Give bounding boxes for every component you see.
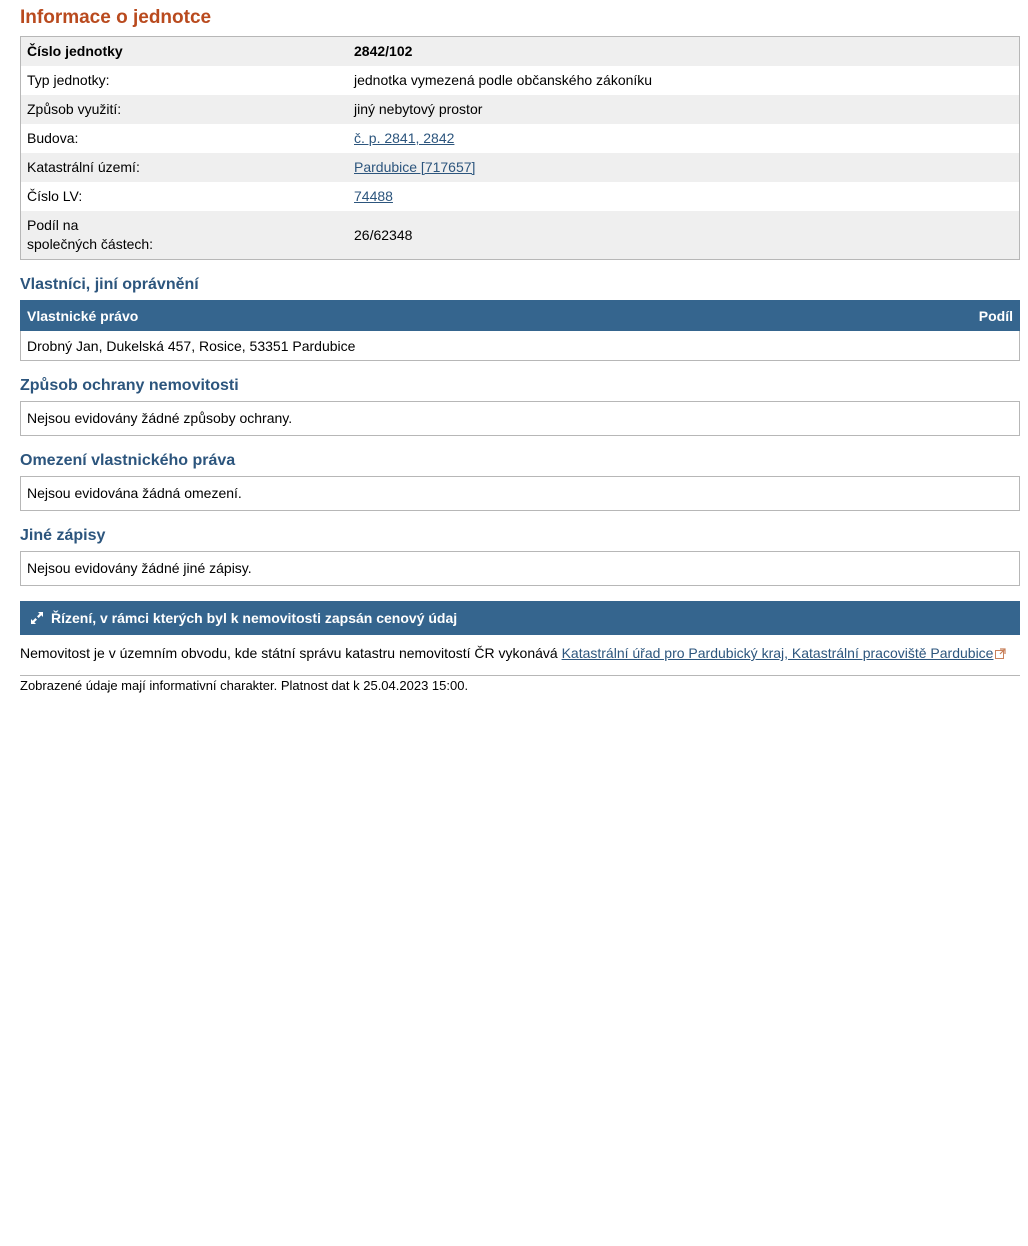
table-row [21, 66, 1020, 95]
cadastral-area-cell [348, 153, 1020, 182]
footer-note: Zobrazené údaje mají informativní charakter. Platnost dat k 25.04.2023 15:00. [20, 678, 469, 693]
cadastral-area-label: Katastrální území: [27, 159, 140, 175]
expand-icon [29, 610, 45, 626]
proceedings-label: Řízení, v rámci kterých byl k nemovitosti zapsán cenový údaj [51, 610, 458, 626]
ownership-right-header: Vlastnické právo [21, 301, 898, 331]
other-records-box: Nejsou evidovány žádné jiné zápisy. [20, 551, 1020, 586]
owners-header-row [21, 301, 1020, 331]
cadastral-area-link[interactable]: Pardubice [717657] [354, 159, 476, 175]
table-row [21, 182, 1020, 211]
table-row [21, 331, 1020, 361]
office-note [20, 643, 1020, 663]
share-header: Podíl [898, 301, 1020, 331]
owner-share [898, 331, 1020, 361]
unit-number-value: 2842/102 [354, 43, 413, 59]
table-row [21, 95, 1020, 124]
lv-number-cell [348, 182, 1020, 211]
restrictions-box: Nejsou evidována žádná omezení. [20, 476, 1020, 511]
other-records-heading: Jiné zápisy [20, 527, 106, 544]
lv-number-link[interactable]: 74488 [354, 188, 393, 204]
proceedings-toggle[interactable] [20, 601, 1020, 635]
table-row [21, 153, 1020, 182]
building-label: Budova: [27, 130, 79, 146]
unit-type-label: Typ jednotky: [27, 72, 110, 88]
lv-number-label: Číslo LV: [27, 188, 83, 204]
unit-info-table [20, 36, 1020, 260]
divider [20, 675, 1020, 676]
table-row [21, 37, 1020, 67]
unit-type-value: jednotka vymezená podle občanského zákoníku [354, 72, 653, 88]
page-title: Informace o jednotce [20, 7, 212, 28]
cadastral-office-link[interactable]: Katastrální úřad pro Pardubický kraj, Katastrální pracoviště Pardubice [561, 645, 994, 661]
office-note-text: Nemovitost je v územním obvodu, kde státní správu katastru nemovitostí ČR vykonává [20, 645, 562, 661]
table-row [21, 124, 1020, 153]
external-link-icon[interactable] [995, 644, 1006, 655]
common-share-label-line2: společných částech: [27, 236, 154, 252]
usage-label: Způsob využití: [27, 101, 122, 117]
usage-value: jiný nebytový prostor [354, 101, 483, 117]
protection-box: Nejsou evidovány žádné způsoby ochrany. [20, 401, 1020, 436]
common-share-label [21, 211, 349, 260]
owners-table [20, 300, 1020, 361]
common-share-label-line1: Podíl na [27, 217, 79, 233]
restrictions-heading: Omezení vlastnického práva [20, 452, 236, 469]
common-share-value: 26/62348 [354, 226, 413, 243]
building-link[interactable]: č. p. 2841, 2842 [354, 130, 455, 146]
protection-heading: Způsob ochrany nemovitosti [20, 377, 239, 394]
table-row [21, 211, 1020, 260]
building-cell [348, 124, 1020, 153]
owner-name: Drobný Jan, Dukelská 457, Rosice, 53351 Pardubice [27, 337, 356, 354]
page [20, 0, 1020, 695]
unit-number-label: Číslo jednotky [27, 43, 123, 59]
owners-heading: Vlastníci, jiní oprávnění [20, 276, 199, 293]
